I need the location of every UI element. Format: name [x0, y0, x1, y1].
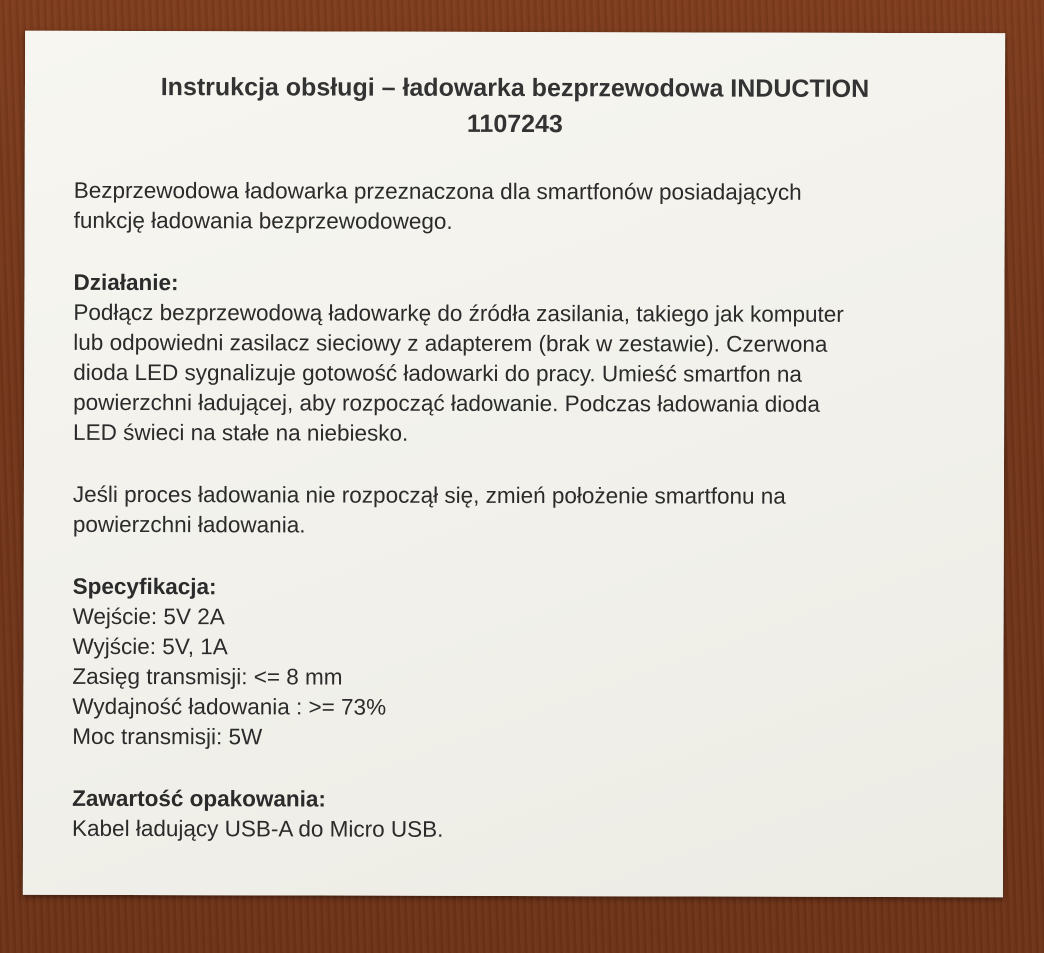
spec-line: Zasięg transmisji: <= 8 mm: [72, 663, 343, 690]
operation-line: powierzchni ładującej, aby rozpocząć ładowanie. Podczas ładowania dioda: [73, 389, 820, 417]
operation-line: LED świeci na stałe na niebiesko.: [73, 419, 409, 446]
title-line-2: 1107243: [466, 109, 563, 139]
spec-line: Wyjście: 5V, 1A: [72, 633, 228, 660]
spec-line: Moc transmisji: 5W: [72, 723, 263, 750]
document-title: [25, 69, 1005, 144]
package-line: Kabel ładujący USB-A do Micro USB.: [72, 815, 444, 842]
specs-heading: Specyfikacja:: [72, 573, 217, 600]
intro-line: Bezprzewodowa ładowarka przeznaczona dla smartfonów posiadających: [73, 177, 802, 205]
spec-line: Wejście: 5V 2A: [72, 603, 225, 630]
operation-line: Podłącz bezprzewodową ładowarkę do źródła zasilania, takiego jak komputer: [73, 299, 844, 327]
operation-line: dioda LED sygnalizuje gotowość ładowarki do pracy. Umieść smartfon na: [73, 359, 802, 387]
operation-section: [73, 268, 973, 450]
instruction-card: [23, 31, 1005, 898]
spec-line: Wydajność ładowania : >= 73%: [72, 693, 387, 720]
document-body: [72, 176, 974, 846]
troubleshoot-line: powierzchni ładowania.: [72, 511, 306, 538]
spacer: [72, 752, 972, 786]
title-line-1: Instrukcja obsługi – ładowarka bezprzewodowa INDUCTION: [160, 73, 870, 103]
troubleshoot-paragraph: [73, 480, 973, 542]
intro-paragraph: [74, 176, 974, 238]
operation-heading: Działanie:: [73, 269, 179, 296]
spacer: [73, 448, 973, 482]
troubleshoot-line: Jeśli proces ładowania nie rozpoczął się, zmień położenie smartfonu na: [72, 481, 786, 509]
intro-line: funkcję ładowania bezprzewodowego.: [73, 207, 453, 234]
spacer: [73, 540, 973, 574]
specs-section: [72, 572, 972, 754]
spacer: [74, 236, 974, 270]
operation-line: lub odpowiedni zasilacz sieciowy z adapterem (brak w zestawie). Czerwona: [73, 329, 828, 357]
package-heading: Zawartość opakowania:: [72, 785, 326, 812]
package-section: [72, 784, 972, 846]
